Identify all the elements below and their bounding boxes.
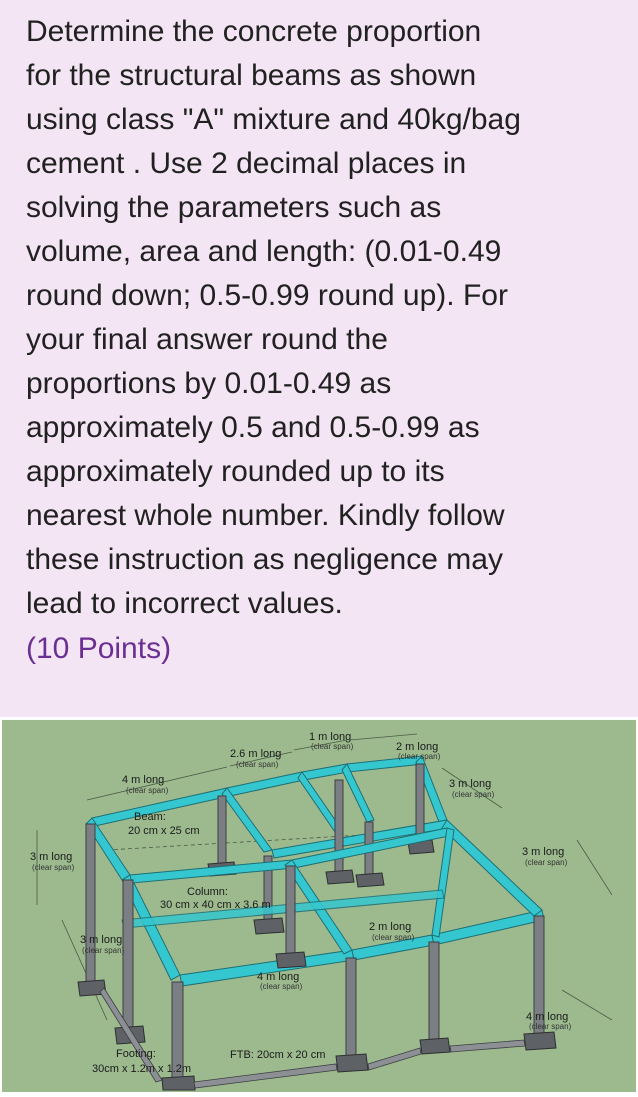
- span-3m-right-top: 3 m long: [449, 778, 492, 790]
- column-label: Column:: [187, 886, 228, 898]
- span-4m-mid-sub: (clear span): [260, 982, 303, 991]
- frame-drawing: [2, 720, 636, 1092]
- span-1m-sub: (clear span): [311, 742, 354, 751]
- span-4m-top-sub: (clear span): [126, 786, 169, 795]
- column-size: 30 cm x 40 cm x 3.6 m: [160, 899, 271, 911]
- span-4m-top: 4 m long: [122, 774, 165, 786]
- span-3m-left-top-sub: (clear span): [32, 863, 75, 872]
- span-3m-left-top: 3 m long: [30, 851, 73, 863]
- beam-label: Beam:: [134, 811, 166, 823]
- structural-frame-figure: [2, 720, 636, 1092]
- span-2m-mid: 2 m long: [369, 921, 412, 933]
- footing-label: Footing:: [116, 1048, 156, 1060]
- ftb-label: FTB: 20cm x 20 cm: [230, 1049, 326, 1061]
- span-4m-mid: 4 m long: [257, 971, 300, 983]
- question-text: Determine the concrete proportion for the structural beams as shown using class "A" mixture and 40kg/bag cement . Use 2 decimal places in solving the parameters such as volume, area and length: (0.01-0.49 round down; 0.5-0.99 round up). For your final answer round the proportions by 0.01-0.49 as approximately 0.5 and 0.5-0.99 as approximately rounded up to its nearest whole number. Kindly follow these instruction as negligence may lead to incorrect values.: [26, 15, 521, 620]
- span-3m-right-bottom: 3 m long: [522, 846, 565, 858]
- span-2-6m-sub: (clear span): [236, 760, 279, 769]
- span-4m-right: 4 m long: [526, 1011, 569, 1023]
- span-2m-top: 2 m long: [396, 741, 439, 753]
- span-2m-top-sub: (clear span): [398, 752, 441, 761]
- span-2-6m: 2.6 m long: [230, 748, 282, 760]
- beam-size: 20 cm x 25 cm: [128, 825, 200, 837]
- span-3m-right-bottom-sub: (clear span): [525, 858, 568, 867]
- span-4m-right-sub: (clear span): [529, 1022, 572, 1031]
- span-3m-left-bottom: 3 m long: [80, 934, 123, 946]
- span-1m: 1 m long: [309, 731, 352, 743]
- span-3m-right-top-sub: (clear span): [452, 790, 495, 799]
- span-3m-left-bottom-sub: (clear span): [82, 946, 125, 955]
- span-2m-mid-sub: (clear span): [372, 933, 415, 942]
- footing-size: 30cm x 1.2m x 1.2m: [92, 1063, 192, 1075]
- points-label: (10 Points): [26, 632, 172, 665]
